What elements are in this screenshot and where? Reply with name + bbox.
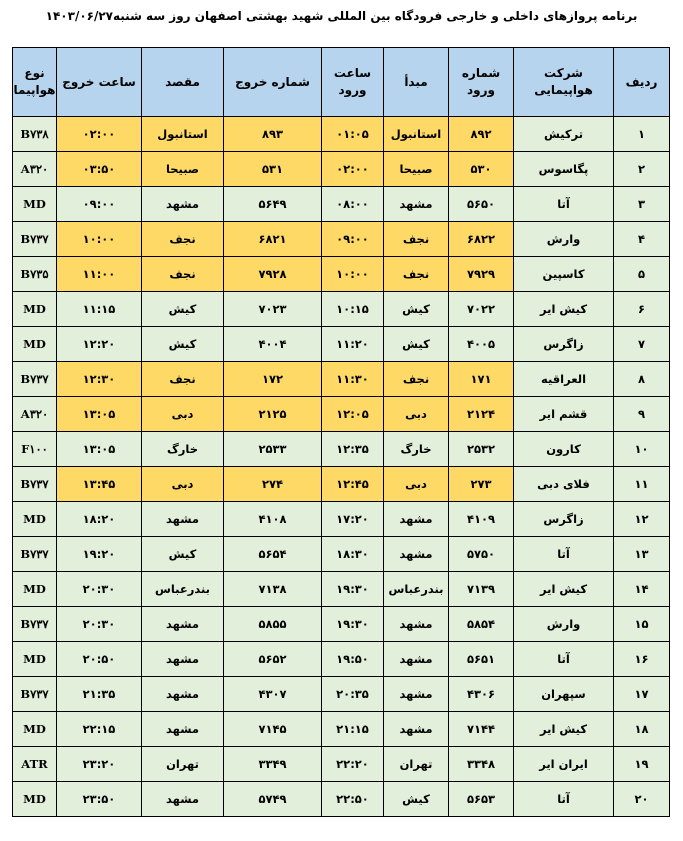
cell-destination: نجف [142, 362, 224, 397]
cell-arrival-time: ۱۱:۳۰ [322, 362, 384, 397]
cell-destination: دبی [142, 397, 224, 432]
cell-origin: صبیحا [384, 152, 449, 187]
cell-aircraft-type: MD [13, 292, 57, 327]
cell-row-number: ۵ [614, 257, 670, 292]
cell-row-number: ۱۷ [614, 677, 670, 712]
cell-origin: نجف [384, 222, 449, 257]
cell-arrival-time: ۱۹:۵۰ [322, 642, 384, 677]
cell-airline: ترکیش [514, 117, 614, 152]
cell-origin: کیش [384, 782, 449, 817]
cell-origin: نجف [384, 362, 449, 397]
cell-destination: مشهد [142, 782, 224, 817]
cell-departure-flight: ۷۱۳۸ [224, 572, 322, 607]
cell-aircraft-type: MD [13, 327, 57, 362]
cell-destination: کیش [142, 292, 224, 327]
cell-row-number: ۷ [614, 327, 670, 362]
cell-departure-time: ۱۳:۰۵ [57, 397, 142, 432]
cell-row-number: ۶ [614, 292, 670, 327]
flight-schedule-table [12, 47, 670, 817]
cell-arrival-flight: ۷۱۴۴ [449, 712, 514, 747]
cell-arrival-flight: ۴۳۰۶ [449, 677, 514, 712]
cell-departure-time: ۱۸:۲۰ [57, 502, 142, 537]
cell-arrival-flight: ۷۹۲۹ [449, 257, 514, 292]
cell-departure-flight: ۲۵۳۳ [224, 432, 322, 467]
cell-origin: مشهد [384, 642, 449, 677]
cell-arrival-flight: ۲۱۲۴ [449, 397, 514, 432]
cell-row-number: ۴ [614, 222, 670, 257]
cell-departure-flight: ۵۶۵۲ [224, 642, 322, 677]
cell-row-number: ۱۶ [614, 642, 670, 677]
table-row [13, 502, 670, 537]
cell-departure-flight: ۵۸۵۵ [224, 607, 322, 642]
table-row [13, 152, 670, 187]
cell-arrival-flight: ۵۳۰ [449, 152, 514, 187]
cell-arrival-flight: ۵۶۵۱ [449, 642, 514, 677]
table-row [13, 327, 670, 362]
cell-aircraft-type: B۷۳۵ [13, 257, 57, 292]
cell-row-number: ۱۵ [614, 607, 670, 642]
cell-aircraft-type: A۳۲۰ [13, 152, 57, 187]
cell-arrival-time: ۱۰:۱۵ [322, 292, 384, 327]
cell-arrival-time: ۲۱:۱۵ [322, 712, 384, 747]
cell-aircraft-type: MD [13, 782, 57, 817]
cell-arrival-time: ۲۲:۵۰ [322, 782, 384, 817]
cell-destination: مشهد [142, 502, 224, 537]
cell-departure-time: ۱۱:۱۵ [57, 292, 142, 327]
cell-origin: استانبول [384, 117, 449, 152]
cell-airline: فلای دبی [514, 467, 614, 502]
cell-origin: کیش [384, 292, 449, 327]
cell-arrival-flight: ۶۸۲۲ [449, 222, 514, 257]
cell-origin: مشهد [384, 187, 449, 222]
header-aircraft-type: نوع هواپیما [13, 48, 57, 117]
cell-arrival-flight: ۵۶۵۰ [449, 187, 514, 222]
cell-departure-time: ۲۰:۳۰ [57, 572, 142, 607]
cell-row-number: ۱۲ [614, 502, 670, 537]
cell-departure-time: ۱۳:۴۵ [57, 467, 142, 502]
cell-airline: کیش ایر [514, 712, 614, 747]
cell-aircraft-type: ATR [13, 747, 57, 782]
cell-departure-flight: ۵۶۵۴ [224, 537, 322, 572]
cell-row-number: ۱۹ [614, 747, 670, 782]
cell-origin: نجف [384, 257, 449, 292]
cell-airline: وارش [514, 222, 614, 257]
cell-departure-time: ۲۳:۲۰ [57, 747, 142, 782]
cell-destination: مشهد [142, 712, 224, 747]
cell-departure-flight: ۷۹۲۸ [224, 257, 322, 292]
header-arrival-flight: شماره ورود [449, 48, 514, 117]
table-row [13, 537, 670, 572]
cell-row-number: ۱ [614, 117, 670, 152]
header-origin: مبدأ [384, 48, 449, 117]
cell-arrival-flight: ۲۷۳ [449, 467, 514, 502]
cell-row-number: ۸ [614, 362, 670, 397]
cell-arrival-time: ۲۲:۲۰ [322, 747, 384, 782]
header-airline: شرکت هواپیمایی [514, 48, 614, 117]
cell-origin: تهران [384, 747, 449, 782]
cell-origin: مشهد [384, 677, 449, 712]
cell-departure-flight: ۳۳۴۹ [224, 747, 322, 782]
cell-row-number: ۱۰ [614, 432, 670, 467]
table-row [13, 467, 670, 502]
cell-arrival-time: ۰۹:۰۰ [322, 222, 384, 257]
cell-departure-flight: ۵۳۱ [224, 152, 322, 187]
cell-aircraft-type: MD [13, 712, 57, 747]
cell-departure-flight: ۸۹۳ [224, 117, 322, 152]
cell-departure-flight: ۱۷۲ [224, 362, 322, 397]
cell-departure-time: ۲۳:۵۰ [57, 782, 142, 817]
cell-arrival-time: ۱۲:۴۵ [322, 467, 384, 502]
cell-airline: آتا [514, 782, 614, 817]
table-row [13, 747, 670, 782]
cell-airline: آتا [514, 642, 614, 677]
cell-departure-flight: ۲۷۴ [224, 467, 322, 502]
table-row [13, 607, 670, 642]
table-row [13, 292, 670, 327]
table-body [13, 117, 670, 817]
cell-arrival-flight: ۸۹۲ [449, 117, 514, 152]
table-row [13, 432, 670, 467]
table-header-row [13, 48, 670, 117]
cell-departure-time: ۲۰:۳۰ [57, 607, 142, 642]
cell-airline: زاگرس [514, 327, 614, 362]
cell-departure-flight: ۴۳۰۷ [224, 677, 322, 712]
cell-departure-time: ۱۲:۳۰ [57, 362, 142, 397]
header-row-number: ردیف [614, 48, 670, 117]
cell-departure-time: ۰۹:۰۰ [57, 187, 142, 222]
cell-row-number: ۱۸ [614, 712, 670, 747]
cell-departure-flight: ۴۰۰۴ [224, 327, 322, 362]
cell-arrival-time: ۱۹:۳۰ [322, 572, 384, 607]
cell-destination: مشهد [142, 677, 224, 712]
cell-departure-flight: ۴۱۰۸ [224, 502, 322, 537]
cell-row-number: ۹ [614, 397, 670, 432]
cell-destination: نجف [142, 222, 224, 257]
table-row [13, 712, 670, 747]
cell-origin: دبی [384, 467, 449, 502]
cell-arrival-flight: ۳۳۴۸ [449, 747, 514, 782]
cell-departure-time: ۰۳:۵۰ [57, 152, 142, 187]
table-row [13, 397, 670, 432]
cell-arrival-time: ۰۲:۰۰ [322, 152, 384, 187]
cell-airline: کیش ایر [514, 572, 614, 607]
cell-arrival-flight: ۵۶۵۳ [449, 782, 514, 817]
cell-airline: کاسپین [514, 257, 614, 292]
cell-arrival-time: ۱۰:۰۰ [322, 257, 384, 292]
cell-destination: تهران [142, 747, 224, 782]
cell-airline: قشم ایر [514, 397, 614, 432]
table-row [13, 187, 670, 222]
page-title: برنامه پروازهای داخلی و خارجی فرودگاه بین المللی شهید بهشتی اصفهان روز سه شنبه۱۴۰۳/۰۶/۲۷ [45, 9, 638, 23]
cell-arrival-time: ۲۰:۳۵ [322, 677, 384, 712]
cell-arrival-time: ۱۲:۰۵ [322, 397, 384, 432]
cell-arrival-time: ۰۸:۰۰ [322, 187, 384, 222]
cell-aircraft-type: A۳۲۰ [13, 397, 57, 432]
cell-origin: مشهد [384, 537, 449, 572]
cell-aircraft-type: B۷۳۷ [13, 677, 57, 712]
cell-row-number: ۳ [614, 187, 670, 222]
cell-destination: استانبول [142, 117, 224, 152]
cell-departure-flight: ۶۸۲۱ [224, 222, 322, 257]
cell-arrival-time: ۱۹:۳۰ [322, 607, 384, 642]
cell-arrival-time: ۱۸:۳۰ [322, 537, 384, 572]
cell-destination: مشهد [142, 607, 224, 642]
cell-departure-flight: ۵۷۴۹ [224, 782, 322, 817]
cell-arrival-flight: ۱۷۱ [449, 362, 514, 397]
cell-airline: آتا [514, 187, 614, 222]
cell-aircraft-type: B۷۳۸ [13, 117, 57, 152]
cell-aircraft-type: B۷۳۷ [13, 467, 57, 502]
cell-departure-time: ۲۱:۳۵ [57, 677, 142, 712]
cell-arrival-time: ۱۲:۳۵ [322, 432, 384, 467]
cell-origin: کیش [384, 327, 449, 362]
table-row [13, 642, 670, 677]
cell-row-number: ۱۴ [614, 572, 670, 607]
cell-arrival-flight: ۵۷۵۰ [449, 537, 514, 572]
cell-destination: دبی [142, 467, 224, 502]
cell-departure-time: ۱۹:۲۰ [57, 537, 142, 572]
cell-airline: سپهران [514, 677, 614, 712]
cell-airline: وارش [514, 607, 614, 642]
cell-origin: مشهد [384, 502, 449, 537]
cell-departure-flight: ۲۱۲۵ [224, 397, 322, 432]
cell-arrival-flight: ۲۵۳۲ [449, 432, 514, 467]
cell-aircraft-type: F۱۰۰ [13, 432, 57, 467]
cell-aircraft-type: B۷۳۷ [13, 607, 57, 642]
cell-arrival-flight: ۴۱۰۹ [449, 502, 514, 537]
cell-departure-flight: ۷۰۲۳ [224, 292, 322, 327]
cell-airline: ایران ایر [514, 747, 614, 782]
cell-destination: بندرعباس [142, 572, 224, 607]
cell-airline: کیش ایر [514, 292, 614, 327]
cell-destination: نجف [142, 257, 224, 292]
cell-destination: کیش [142, 327, 224, 362]
cell-aircraft-type: MD [13, 502, 57, 537]
cell-origin: دبی [384, 397, 449, 432]
cell-airline: کارون [514, 432, 614, 467]
cell-row-number: ۱۱ [614, 467, 670, 502]
cell-origin: خارگ [384, 432, 449, 467]
cell-departure-flight: ۷۱۴۵ [224, 712, 322, 747]
cell-departure-time: ۲۰:۵۰ [57, 642, 142, 677]
cell-departure-flight: ۵۶۴۹ [224, 187, 322, 222]
cell-departure-time: ۲۲:۱۵ [57, 712, 142, 747]
cell-origin: مشهد [384, 607, 449, 642]
table-row [13, 117, 670, 152]
cell-aircraft-type: MD [13, 187, 57, 222]
cell-aircraft-type: MD [13, 642, 57, 677]
header-destination: مقصد [142, 48, 224, 117]
cell-row-number: ۱۳ [614, 537, 670, 572]
header-arrival-time: ساعت ورود [322, 48, 384, 117]
table-row [13, 782, 670, 817]
header-departure-flight: شماره خروج [224, 48, 322, 117]
cell-destination: خارگ [142, 432, 224, 467]
cell-aircraft-type: B۷۳۷ [13, 537, 57, 572]
cell-airline: آتا [514, 537, 614, 572]
cell-aircraft-type: MD [13, 572, 57, 607]
cell-arrival-time: ۱۱:۲۰ [322, 327, 384, 362]
cell-departure-time: ۱۱:۰۰ [57, 257, 142, 292]
cell-arrival-flight: ۷۰۲۲ [449, 292, 514, 327]
cell-airline: زاگرس [514, 502, 614, 537]
cell-aircraft-type: B۷۳۷ [13, 362, 57, 397]
cell-departure-time: ۱۲:۲۰ [57, 327, 142, 362]
table-row [13, 677, 670, 712]
cell-departure-time: ۱۳:۰۵ [57, 432, 142, 467]
cell-origin: بندرعباس [384, 572, 449, 607]
cell-arrival-flight: ۵۸۵۴ [449, 607, 514, 642]
cell-airline: العراقیه [514, 362, 614, 397]
cell-row-number: ۲ [614, 152, 670, 187]
table-row [13, 572, 670, 607]
cell-destination: مشهد [142, 187, 224, 222]
table-row [13, 362, 670, 397]
cell-arrival-flight: ۴۰۰۵ [449, 327, 514, 362]
table-row [13, 222, 670, 257]
cell-airline: پگاسوس [514, 152, 614, 187]
cell-arrival-time: ۰۱:۰۵ [322, 117, 384, 152]
cell-departure-time: ۰۲:۰۰ [57, 117, 142, 152]
cell-destination: مشهد [142, 642, 224, 677]
cell-row-number: ۲۰ [614, 782, 670, 817]
table-row [13, 257, 670, 292]
header-departure-time: ساعت خروج [57, 48, 142, 117]
cell-destination: کیش [142, 537, 224, 572]
cell-destination: صبیحا [142, 152, 224, 187]
cell-departure-time: ۱۰:۰۰ [57, 222, 142, 257]
cell-aircraft-type: B۷۳۷ [13, 222, 57, 257]
cell-origin: مشهد [384, 712, 449, 747]
cell-arrival-flight: ۷۱۳۹ [449, 572, 514, 607]
cell-arrival-time: ۱۷:۲۰ [322, 502, 384, 537]
